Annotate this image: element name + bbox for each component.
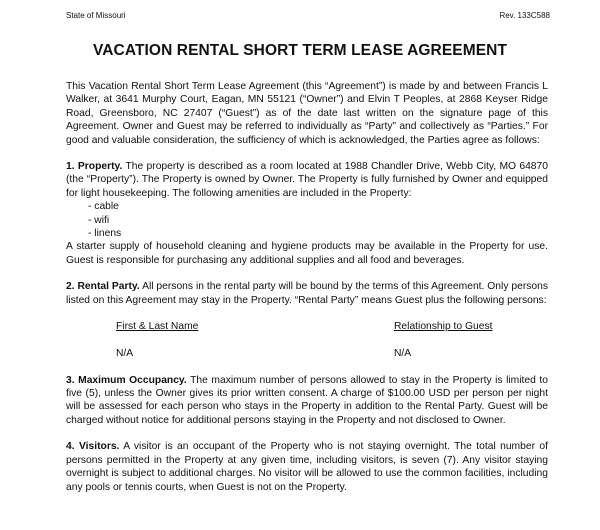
rental-party-table-header <box>66 320 548 333</box>
intro-paragraph: This Vacation Rental Short Term Lease Agreement (this “Agreement”) is made by and between Francis L Walker, at 3641 Murphy Court, Eagan, MN 55121 (“Owner”) and Elvin T Peoples, at 2868 Keyser Ridge Road, Greensboro, NC 27407 (“Guest”) as of the date last written on the signature page of this Agreement. Owner and Guest may be referred to individually as “Party” and collectively as “Parties.” For good and valuable consideration, the sufficiency of which is acknowledged, the Parties agree as follows: <box>66 81 548 146</box>
relationship-column-header: Relationship to Guest <box>394 321 493 333</box>
rental-party-heading: 2. Rental Party. <box>66 281 140 293</box>
name-column-header: First & Last Name <box>116 321 199 333</box>
property-paragraph <box>66 160 548 200</box>
supplies-paragraph: A starter supply of household cleaning and hygiene products may be available in the Property for use. Guest is responsible for purchasing any additional supplies and all food and beverages. <box>66 241 548 266</box>
max-occupancy-text: The maximum number of persons allowed to stay in the Property is limited to five (5), unless the Owner gives its prior written consent. A charge of $100.00 USD per person per night will be assessed for each person who stays in the Property in addition to the Rental Party. Guest will be charged without notice for additional persons staying in the Property and not disclosed to Owner. <box>66 374 548 426</box>
max-occupancy-heading: 3. Maximum Occupancy. <box>66 374 187 386</box>
property-text: The property is described as a room located at 1988 Chandler Drive, Webb City, MO 64870 (the “Property”). The Property is owned by Owner. The Property is fully furnished by Owner and equipped for light housekeeping. The following amenities are included in the Property: <box>66 161 548 199</box>
visitors-heading: 4. Visitors. <box>66 441 120 453</box>
spacer <box>66 334 548 347</box>
spacer <box>66 307 548 320</box>
relationship-cell: N/A <box>394 348 412 360</box>
amenity-item: - wifi <box>88 214 548 227</box>
property-heading: 1. Property. <box>66 161 123 173</box>
revision-label: Rev. 133C588 <box>499 11 550 20</box>
max-occupancy-paragraph <box>66 374 548 428</box>
amenity-item: - cable <box>88 200 548 213</box>
table-row <box>66 347 548 360</box>
amenities-list <box>66 200 548 240</box>
state-label: State of Missouri <box>66 11 126 20</box>
document-body <box>66 80 548 494</box>
amenity-item: - linens <box>88 227 548 240</box>
visitors-paragraph <box>66 440 548 494</box>
rental-party-text: All persons in the rental party will be bound by the terms of this Agreement. Only persons listed on this Agreement may stay in the Property. “Rental Party” means Guest plus the following persons: <box>66 281 549 306</box>
visitors-text: A visitor is an occupant of the Property who is not staying overnight. The total number of persons permitted in the Property at any given time, including visitors, is seven (7). Any visitor staying overnight is subject to additional charges. No visitor will be allowed to use the common facilities, including any pools or tennis courts, when Guest is not on the Property. <box>66 441 548 493</box>
name-cell: N/A <box>116 348 134 360</box>
document-title: VACATION RENTAL SHORT TERM LEASE AGREEMENT <box>92 42 508 59</box>
rental-party-paragraph <box>66 280 548 307</box>
